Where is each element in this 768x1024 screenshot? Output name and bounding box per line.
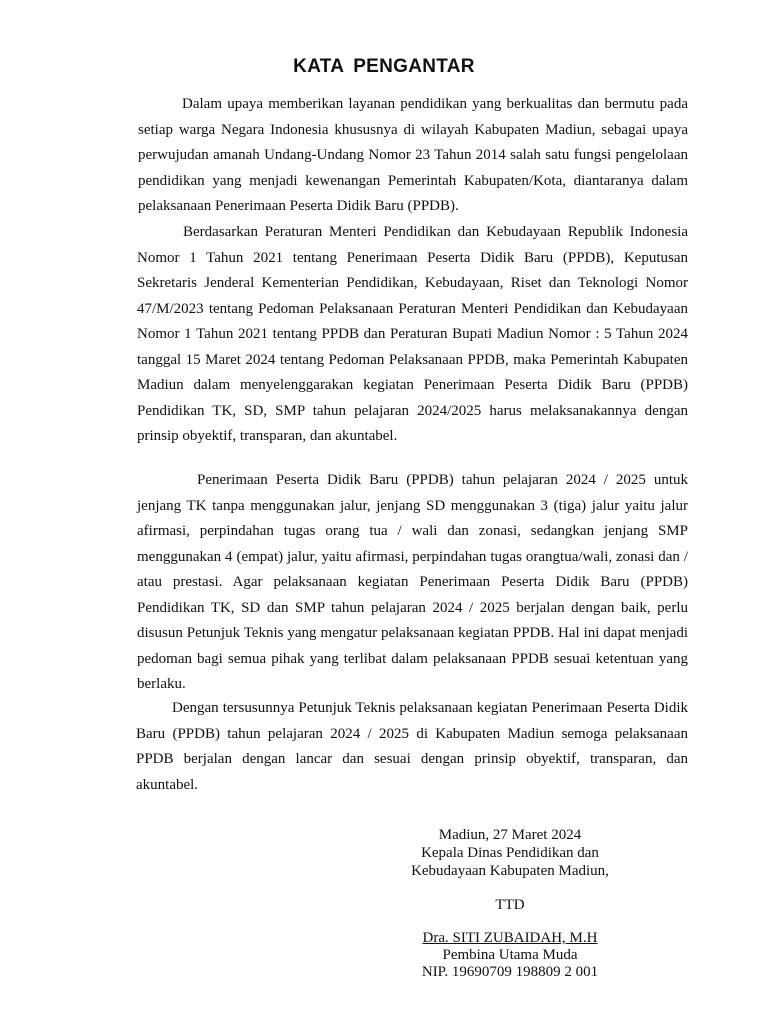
page-title: KATA PENGANTAR [293,56,475,77]
signatory-nip: NIP. 19690709 198809 2 001 [421,964,599,980]
signature-place-date: Madiun, 27 Maret 2024 [438,827,582,843]
paragraph-3: Penerimaan Peserta Didik Baru (PPDB) tahun pelajaran 2024 / 2025 untuk jenjang TK tanpa menggunakan jalur, jenjang SD menggunakan 3 (tiga) jalur yaitu jalur afirmasi, perpindahan tugas orang tua / wali dan zonasi, sedangkan jenjang SMP menggunakan 4 (empat) jalur, yaitu afirmasi, perpindahan tugas orangtua/wali, zonasi dan / atau prestasi. Agar pelaksanaan kegiatan Penerimaan Peserta Didik Baru (PPDB) Pendidikan TK, SD dan SMP tahun pelajaran 2024 / 2025 berjalan dengan baik, perlu disusun Petunjuk Teknis yang mengatur pelaksanaan kegiatan PPDB. Hal ini dapat menjadi pedoman bagi semua pihak yang terlibat dalam pelaksanaan PPDB sesuai ketentuan yang berlaku. [137,472,688,692]
signature-position-line-2: Kebudayaan Kabupaten Madiun, [411,863,609,879]
signature-ttd: TTD [495,897,525,913]
paragraph-4: Dengan tersusunnya Petunjuk Teknis pelaksanaan kegiatan Penerimaan Peserta Didik Baru (PPDB) tahun pelajaran 2024 / 2025 di Kabupaten Madiun semoga pelaksanaan PPDB berjalan dengan lancar dan sesuai dengan prinsip obyektif, transparan, dan akuntabel. [136,700,688,793]
paragraph-1: Dalam upaya memberikan layanan pendidikan yang berkualitas dan bermutu pada setiap warga Negara Indonesia khususnya di wilayah Kabupaten Madiun, sebagai upaya perwujudan amanah Undang-Undang Nomor 23 Tahun 2014 salah satu fungsi pengelolaan pendidikan yang menjadi kewenangan Pemerintah Kabupaten/Kota, diantaranya dalam pelaksanaan Penerimaan Peserta Didik Baru (PPDB). [138,96,688,214]
paragraph-2: Berdasarkan Peraturan Menteri Pendidikan dan Kebudayaan Republik Indonesia Nomor 1 Tahun 2021 tentang Penerimaan Peserta Didik Baru (PPDB), Keputusan Sekretaris Jenderal Kementerian Pendidikan, Kebudayaan, Riset dan Teknologi Nomor 47/M/2023 tentang Pedoman Pelaksanaan Peraturan Menteri Pendidikan dan Kebudayaan Nomor 1 Tahun 2021 tentang PPDB dan Peraturan Bupati Madiun Nomor : 5 Tahun 2024 tanggal 15 Maret 2024 tentang Pedoman Pelaksanaan PPDB, maka Pemerintah Kabupaten Madiun dalam menyelenggarakan kegiatan Penerimaan Peserta Didik Baru (PPDB) Pendidikan TK, SD, SMP tahun pelajaran 2024/2025 harus melaksanakannya dengan prinsip obyektif, transparan, dan akuntabel. [137,224,688,444]
signature-position-line-1: Kepala Dinas Pendidikan dan [421,845,599,861]
signatory-name: Dra. SITI ZUBAIDAH, M.H [422,930,598,946]
signatory-rank: Pembina Utama Muda [442,947,578,963]
